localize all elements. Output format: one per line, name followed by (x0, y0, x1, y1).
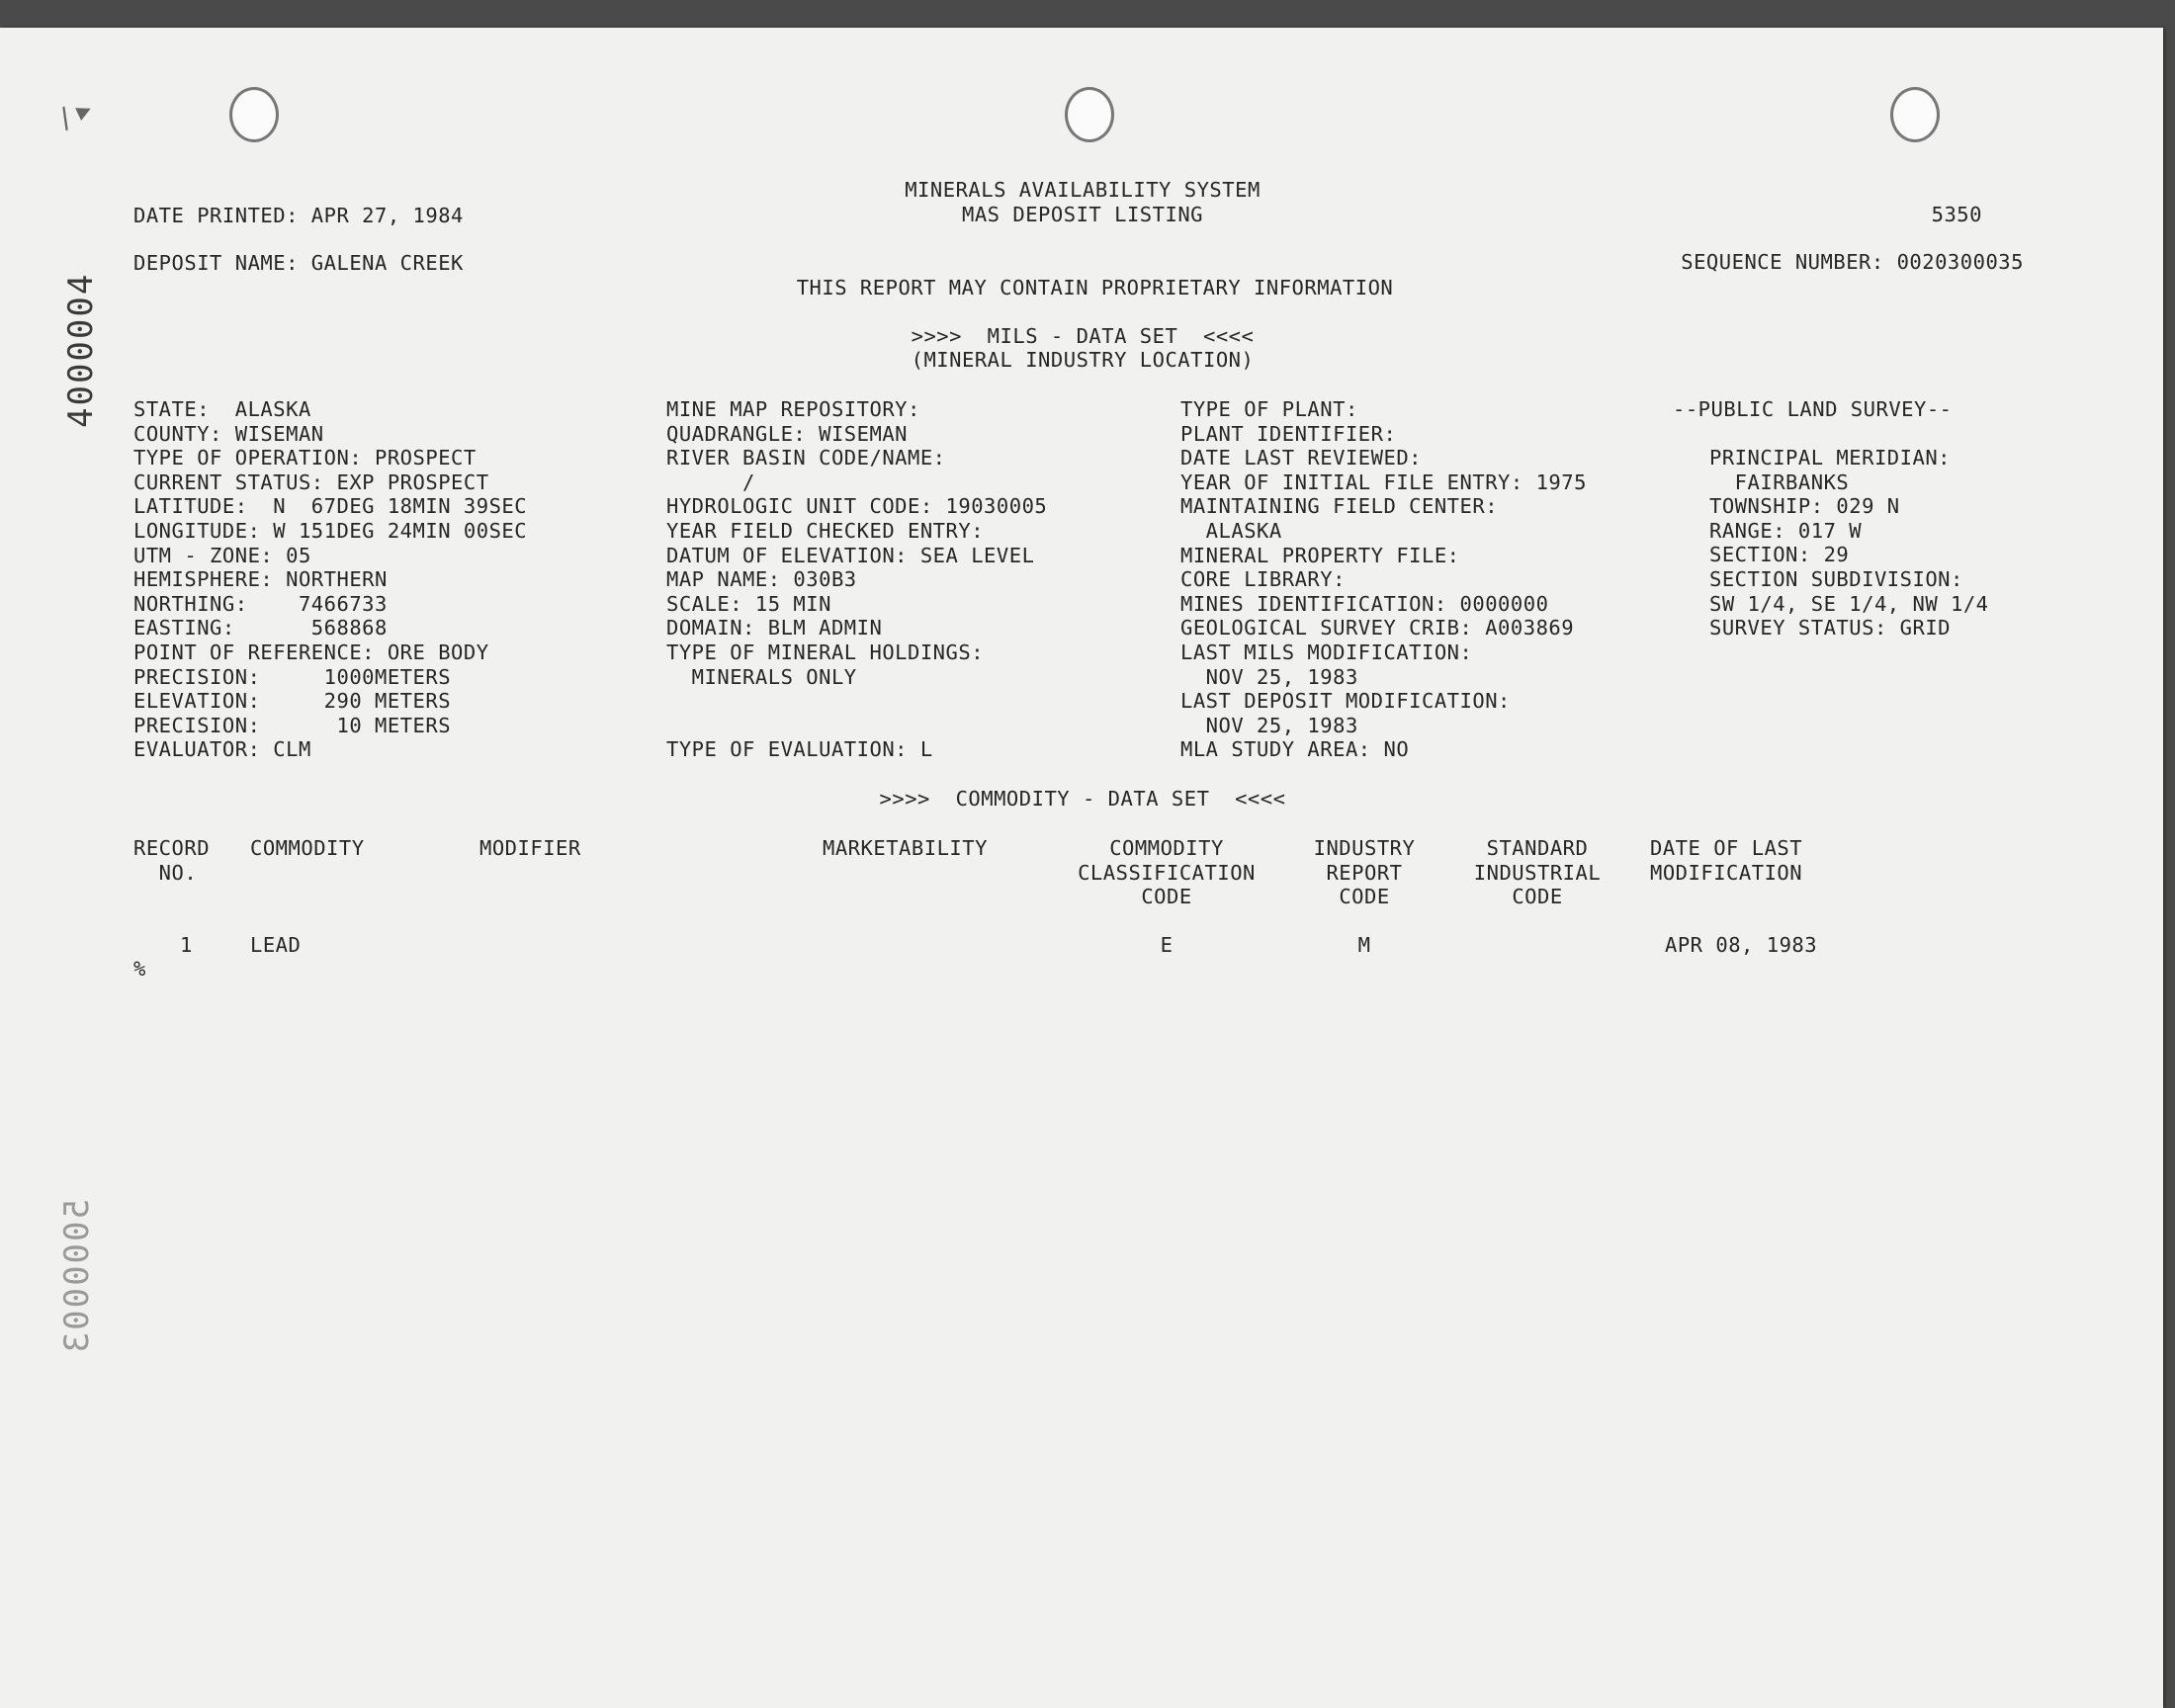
map-details-column: MINE MAP REPOSITORY: QUADRANGLE: WISEMAN RIVER BASIN CODE/NAME: / HYDROLOGIC UNIT CODE: 19030005 YEAR FIELD CHECKED ENTRY: DATUM OF ELEVATION: SEA LEVEL MAP NAME: 030B3 SCALE: 15 MIN DOMAIN: BLM ADMIN TYPE OF MINERAL HOLDINGS: MINERALS ONLY TYPE OF EVALUATION: L (666, 397, 1048, 762)
punch-hole-center (1065, 87, 1114, 142)
report-page (0, 28, 2163, 1708)
row-industry-report-code: M (1357, 933, 1371, 957)
mils-section-title: >>>> MILS - DATA SET <<<< (911, 324, 1255, 348)
system-title: MINERALS AVAILABILITY SYSTEM (905, 178, 1261, 202)
header-commodity: COMMODITY (250, 836, 365, 860)
pen-mark-icon: / ▸ (53, 91, 97, 135)
header-record-no: RECORD NO. (133, 836, 211, 885)
page-number: 5350 (1931, 203, 1982, 226)
mils-section-subtitle: (MINERAL INDUSTRY LOCATION) (911, 348, 1255, 372)
header-industry-report-code: INDUSTRY REPORT CODE (1313, 836, 1416, 909)
public-land-survey-title: --PUBLIC LAND SURVEY-- (1673, 397, 1953, 421)
deposit-name: DEPOSIT NAME: GALENA CREEK (133, 251, 464, 275)
header-modifier: MODIFIER (479, 836, 581, 860)
punch-hole-left (229, 87, 279, 142)
location-details-column: STATE: ALASKA COUNTY: WISEMAN TYPE OF OPERATION: PROSPECT CURRENT STATUS: EXP PROSPECT LATITUDE: N 67DEG 18MIN 39SEC LONGITUDE: W 151DEG 24MIN 00SEC UTM - ZONE: 05 HEMISPHERE: NORTHERN NORTHING: 7466733 EASTING: 568868 POINT OF REFERENCE: ORE BODY PRECISION: 1000METERS ELEVATION: 290 METERS PRECISION: 10 METERS EVALUATOR: CLM (133, 397, 528, 762)
header-date-of-last-modification: DATE OF LAST MODIFICATION (1650, 836, 1803, 885)
commodity-section-title: >>>> COMMODITY - DATA SET <<<< (879, 787, 1286, 811)
punch-hole-right (1890, 87, 1940, 142)
public-land-survey-column: PRINCIPAL MERIDIAN: FAIRBANKS TOWNSHIP: 029 N RANGE: 017 W SECTION: 29 SECTION SUBDIVISION: SW 1/4, SE 1/4, NW 1/4 SURVEY STATUS: GRID (1709, 446, 1989, 640)
row-classification-code: E (1160, 933, 1174, 957)
header-marketability: MARKETABILITY (823, 836, 988, 860)
listing-title: MAS DEPOSIT LISTING (962, 203, 1203, 226)
row-commodity: LEAD (250, 933, 302, 957)
header-classification-code: COMMODITY CLASSIFICATION CODE (1078, 836, 1256, 909)
row-date-of-last-modification: APR 08, 1983 (1665, 933, 1818, 957)
sequence-number: SEQUENCE NUMBER: 0020300035 (1681, 250, 2024, 274)
file-details-column: TYPE OF PLANT: PLANT IDENTIFIER: DATE LAST REVIEWED: YEAR OF INITIAL FILE ENTRY: 1975 MAINTAINING FIELD CENTER: ALASKA MINERAL PROPERTY FILE: CORE LIBRARY: MINES IDENTIFICATION: 0000000 GEOLOGICAL SURVEY CRIB: A003869 LAST MILS MODIFICATION: NOV 25, 1983 LAST DEPOSIT MODIFICATION: NOV 25, 1983 MLA STUDY AREA: NO (1180, 397, 1587, 762)
frame-number-stamp: 4000004 (61, 272, 101, 428)
row-record-no: 1 (180, 933, 193, 957)
frame-number-stamp-faded: 5000003 (57, 1199, 97, 1355)
header-standard-industrial-code: STANDARD INDUSTRIAL CODE (1473, 836, 1602, 909)
date-printed: DATE PRINTED: APR 27, 1984 (133, 204, 464, 227)
end-of-record-mark: % (133, 957, 146, 981)
proprietary-notice: THIS REPORT MAY CONTAIN PROPRIETARY INFORMATION (796, 276, 1394, 299)
